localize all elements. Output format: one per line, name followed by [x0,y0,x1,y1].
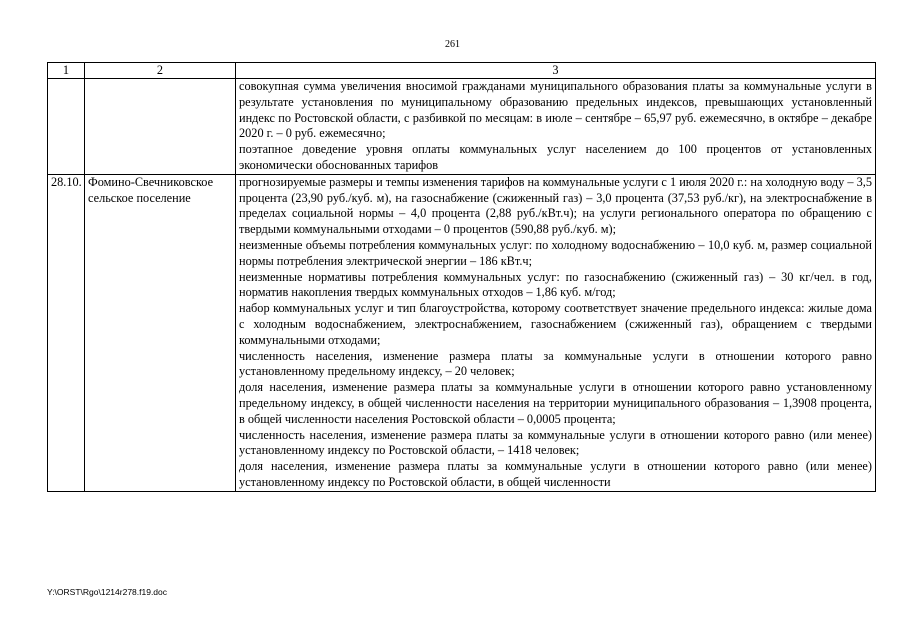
paragraph: поэтапное доведение уровня оплаты коммунальных услуг населением до 100 процентов от установленных экономически обоснованных тарифов [239,142,872,172]
column-header-3: 3 [236,63,876,79]
paragraph: доля населения, изменение размера платы за коммунальные услуги в отношении которого равно установленному предельному индексу, в общей численности населения на территории муниципального образования – 1,3908 процента, в общей численности населения Ростовской области – 0,0005 процента; [239,380,872,426]
table-header-row [48,63,876,79]
paragraph: неизменные объемы потребления коммунальных услуг: по холодному водоснабжению – 10,0 куб. м, размер социальной нормы потребления электрической энергии – 186 кВт.ч; [239,237,872,268]
municipality-cell [85,79,236,175]
footer-file-path: Y:\ORST\Rgo\1214r278.f19.doc [47,587,168,597]
paragraph: численность населения, изменение размера платы за коммунальные услуги в отношении которого равно установленному предельному индексу, – 20 человек; [239,348,872,379]
paragraph: набор коммунальных услуг и тип благоустройства, которому соответствует значение предельного индекса: жилые дома с холодным водоснабжением, электроснабжением, газоснабжением (сжиженный газ), обращением с твердыми коммунальными отходами; [239,301,872,347]
page-number: 261 [445,39,460,50]
paragraph: неизменные нормативы потребления коммунальных услуг: по газоснабжению (сжиженный газ) – 30 кг/чел. в год, норматив накопления твердых коммунальных отходов – 1,86 куб. м/год; [239,269,872,300]
municipality-cell: Фомино-Свечниковское сельское поселение [85,174,236,491]
paragraph: совокупная сумма увеличения вносимой гражданами муниципального образования платы за коммунальные услуги в результате установления по муниципальному образованию предельных индексов, превышающих установленный индекс по Ростовской области, с разбивкой по месяцам: в июле – сентябре – 65,97 руб. ежемесячно, в октябре – декабре 2020 г. – 0 руб. ежемесячно; [239,79,872,141]
content-table [47,62,876,492]
column-header-2: 2 [85,63,236,79]
table-row [48,79,876,175]
description-cell [236,174,876,491]
column-header-1: 1 [48,63,85,79]
row-number-cell [48,79,85,175]
description-cell [236,79,876,175]
paragraph: прогнозируемые размеры и темпы изменения тарифов на коммунальные услуги с 1 июля 2020 г.: на холодную воду – 3,5 процента (23,90 руб./куб. м), на газоснабжение (сжиженный газ) – 3,0 процента (37,53 руб./кг), на электроснабжение в пределах социальной нормы – 4,0 процента (2,88 руб./кВт.ч); на услуги регионального оператора по обращению с твердыми коммунальными отходами – 0 процентов (590,88 руб./куб. м); [239,174,872,237]
table-row [48,174,876,491]
paragraph: доля населения, изменение размера платы за коммунальные услуги в отношении которого равно (или менее) установленному индексу по Ростовской области, в общей численности [239,459,872,489]
row-number-cell: 28.10. [48,174,85,491]
paragraph: численность населения, изменение размера платы за коммунальные услуги в отношении которого равно (или менее) установленному индексу по Ростовской области, – 1418 человек; [239,427,872,458]
